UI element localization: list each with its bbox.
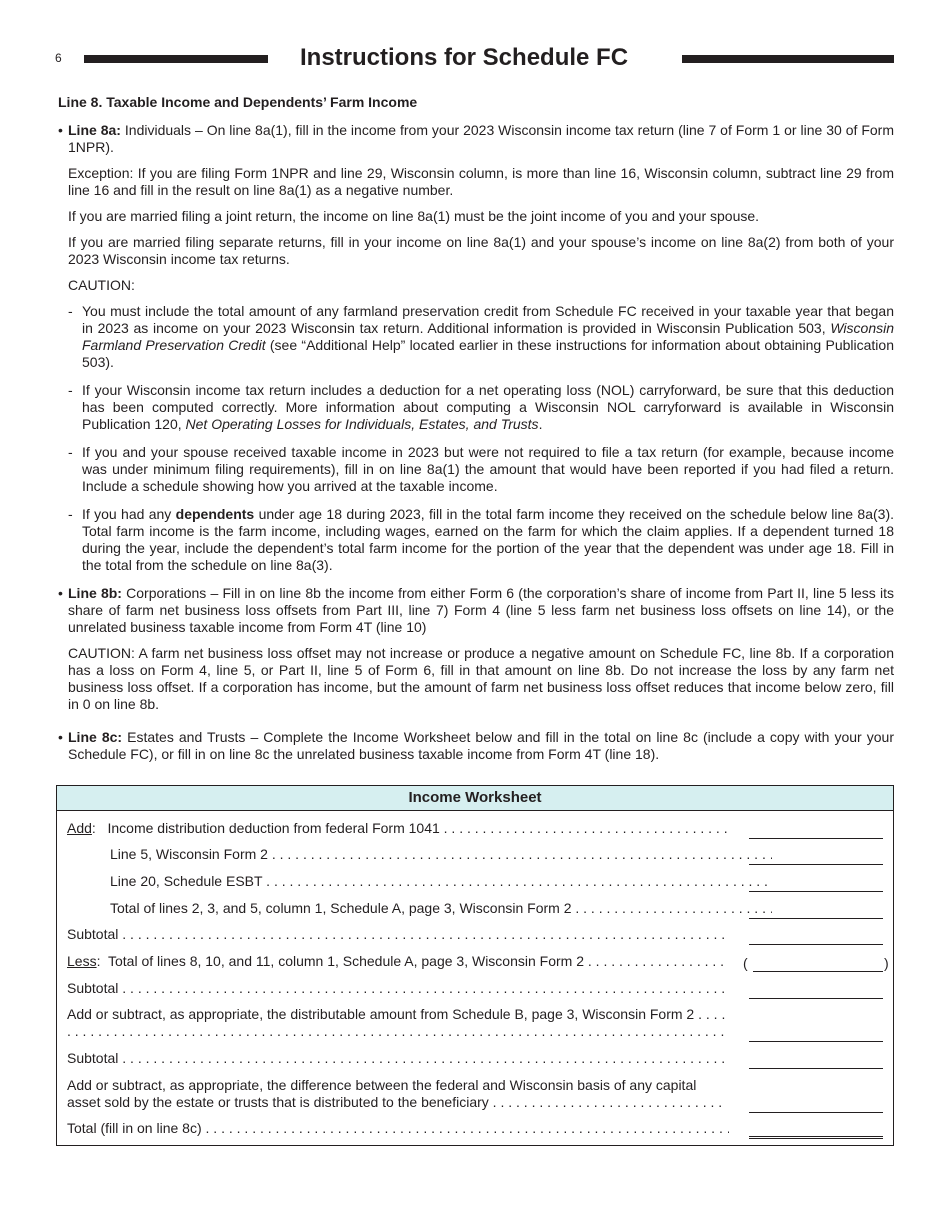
line-8b-paragraph — [58, 585, 894, 636]
answer-line[interactable] — [753, 957, 883, 972]
answer-line[interactable] — [749, 877, 883, 892]
row-label: Less: Total of lines 8, 10, and 11, column 1, Schedule A, page 3, Wisconsin Form 2 . . . — [67, 953, 729, 970]
worksheet-row — [57, 974, 893, 1001]
line-8a-paragraph — [58, 122, 894, 156]
section-title: Line 8. Taxable Income and Dependents’ Farm Income — [58, 94, 418, 110]
caution-text: (see “Additional Help” located earlier in these instructions for information about obtaining Publication 503). — [82, 337, 894, 370]
caution-item — [58, 382, 894, 433]
bullet-icon: • — [58, 729, 63, 745]
row-label — [67, 1120, 729, 1137]
line-8b-caution: CAUTION: A farm net business loss offset may not increase or produce a negative amount on Schedule FC, line 8b. If a corporation has a loss on Form 4, line 5, or Part II, line 5 of Form 6, fill in that amount on line 8b. Do not increase the loss by any farm net business loss offset. If a corporation has income, but the amount of farm net business loss offset reduces that income below zero, fill in 0 on line 8b. — [68, 645, 894, 712]
header-rule-left — [84, 55, 268, 63]
exception-paragraph: Exception: If you are filing Form 1NPR and line 29, Wisconsin column, is more than line 16, Wisconsin column, subtract line 29 from line 16 and fill in the result on line 8a(1) as a negative number. — [68, 165, 894, 198]
answer-line[interactable] — [749, 850, 883, 865]
caution-text: under age 18 during 2023, fill in the total farm income they received on the schedule below line 8a(3). Total farm income is the farm income, including wages, earned on the farm for which the claim applies. If a dependent turned 18 during the year, include the dependent’s total farm income for the portion of the year that the dependent was under age 18. Fill in the total from the schedule on line 8a(3). — [82, 506, 894, 573]
row-label — [67, 1077, 729, 1111]
less-label: Less — [67, 953, 97, 970]
page-header — [0, 42, 950, 76]
answer-line[interactable] — [749, 824, 883, 839]
row-text: Total of lines 8, 10, and 11, column 1, Schedule A, page 3, Wisconsin Form 2 — [108, 953, 585, 970]
publication-title: Net Operating Losses for Individuals, Estates, and Trusts — [185, 416, 539, 432]
line-8c-text: Estates and Trusts – Complete the Income Worksheet below and fill in the total on line 8c (include a copy with your your Schedule FC), or fill in on line 8c the unrelated business taxable income from Form 4T (line 18). — [68, 729, 895, 762]
dash-icon: - — [68, 506, 73, 522]
caution-text: You must include the total amount of any farmland preservation credit from Schedule FC received in your taxable year that began in 2023 as income on your 2023 Wisconsin tax return. Additional information is provided in Wisconsin Publication 503, — [82, 303, 894, 336]
answer-line[interactable] — [749, 904, 883, 919]
dash-icon: - — [68, 303, 73, 319]
row-label — [67, 1006, 729, 1040]
page-number: 6 — [55, 51, 62, 65]
line-8b-label: Line 8b: — [68, 585, 122, 601]
worksheet-row — [57, 947, 893, 974]
worksheet-row — [57, 1044, 893, 1071]
row-label — [67, 926, 729, 943]
worksheet-row — [57, 867, 893, 894]
instructions-body — [58, 94, 894, 772]
caution-item — [58, 506, 894, 574]
row-label: Add: Income distribution deduction from federal Form 1041 . . . — [67, 820, 729, 837]
caution-text: . — [538, 416, 543, 432]
close-paren: ) — [884, 955, 889, 972]
separate-return-paragraph: If you are married filing separate returns, fill in your income on line 8a(1) and your spouse’s income on line 8a(2) from both of your 2023 Wisconsin income tax returns. — [68, 234, 894, 267]
dependents-term: dependents — [175, 506, 255, 522]
caution-text: If you had any — [82, 506, 176, 522]
income-worksheet — [56, 785, 894, 1146]
worksheet-row — [57, 921, 893, 948]
row-text: Subtotal — [67, 926, 119, 943]
worksheet-row — [57, 841, 893, 868]
row-text: Subtotal — [67, 979, 119, 996]
open-paren: ( — [743, 955, 748, 972]
caution-text: If you and your spouse received taxable income in 2023 but were not required to file a tax return (for example, because income was under minimum filing requirements), fill in on line 8a(1) the amount that would have been reported if you had filed a return. Include a schedule showing how you arrived at the taxable income. — [82, 444, 894, 494]
worksheet-row — [57, 1001, 893, 1045]
row-text: Line 5, Wisconsin Form 2 — [110, 846, 268, 863]
joint-return-paragraph: If you are married filing a joint return, the income on line 8a(1) must be the joint income of you and your spouse. — [68, 208, 760, 224]
line-8a-text: Individuals – On line 8a(1), fill in the income from your 2023 Wisconsin income tax return (line 7 of Form 1 or line 30 of Form 1NPR). — [68, 122, 894, 155]
publication-title: Wisconsin Farmland Preservation Credit — [82, 320, 894, 353]
page-title: Instructions for Schedule FC — [300, 44, 629, 71]
worksheet-row — [57, 814, 893, 841]
answer-line[interactable] — [749, 1027, 883, 1042]
row-label — [67, 900, 772, 917]
row-text: Line 20, Schedule ESBT — [110, 873, 263, 890]
bullet-icon: • — [58, 585, 63, 601]
worksheet-row — [57, 1071, 893, 1115]
worksheet-row — [57, 894, 893, 921]
row-text: Total of lines 2, 3, and 5, column 1, Schedule A, page 3, Wisconsin Form 2 — [110, 899, 572, 916]
line-8b-text: Corporations – Fill in on line 8b the income from either Form 6 (the corporation’s share of income from Part II, line 5 less its share of farm net business loss offsets from Part III, line 7) Form 4 (line 5 less farm net business loss offsets on line 14), or the unrelated business taxable income from Form 4T (line 10) — [68, 585, 894, 635]
row-label — [67, 846, 772, 863]
row-text: Total (fill in on line 8c) — [67, 1120, 202, 1137]
line-8c-label: Line 8c: — [68, 729, 123, 745]
total-answer-line[interactable] — [749, 1122, 883, 1139]
answer-line[interactable] — [749, 930, 883, 945]
worksheet-title: Income Worksheet — [57, 786, 893, 811]
caution-label: CAUTION: — [68, 277, 135, 293]
dash-icon: - — [68, 444, 73, 460]
bullet-icon: • — [58, 122, 63, 138]
worksheet-row — [57, 1115, 893, 1142]
row-label — [67, 873, 772, 890]
answer-line[interactable] — [749, 1054, 883, 1069]
dash-icon: - — [68, 382, 73, 398]
row-text: Income distribution deduction from federal Form 1041 — [107, 819, 440, 836]
line-8a-label: Line 8a: — [68, 122, 121, 138]
answer-line[interactable] — [749, 984, 883, 999]
row-text: Add or subtract, as appropriate, the distributable amount from Schedule B, page 3, Wisconsin Form 2 . . . — [67, 1006, 729, 1040]
row-text: Subtotal — [67, 1050, 119, 1066]
row-label — [67, 980, 729, 997]
row-label — [67, 1050, 729, 1067]
caution-item — [58, 444, 894, 495]
header-rule-right — [682, 55, 894, 63]
answer-line[interactable] — [749, 1098, 883, 1113]
line-8c-paragraph — [58, 729, 894, 763]
caution-text: If your Wisconsin income tax return includes a deduction for a net operating loss (NOL) carryforward, be sure that this deduction has been computed correctly. More information about computing a Wisconsin NOL carryforward is available in Wisconsin Publication 120, — [82, 382, 894, 432]
add-label: Add — [67, 819, 92, 836]
caution-item — [58, 303, 894, 371]
row-text: Add or subtract, as appropriate, the difference between the federal and Wisconsin basis of any capital asset sold by the estate or trusts that is distributed to the beneficiary . . . — [67, 1077, 729, 1111]
